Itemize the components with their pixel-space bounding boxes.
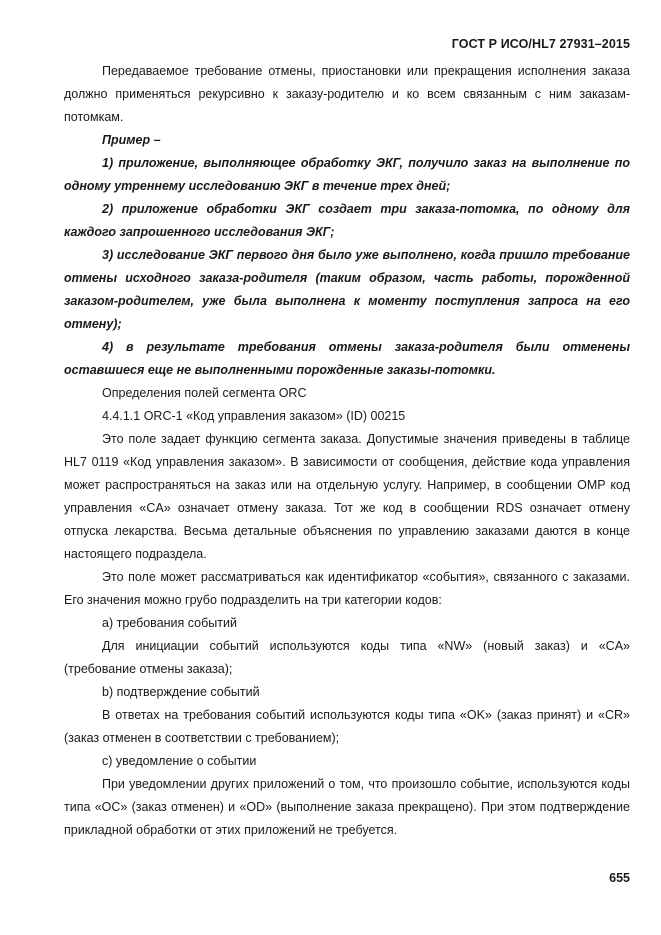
body-paragraph: Передаваемое требование отмены, приостановки или прекращения исполнения заказа должно применяться рекурсивно к заказу-родителю и ко всем связанным с ним заказам-потомкам.	[64, 64, 630, 124]
body-paragraph: В ответах на требования событий используются коды типа «OK» (заказ принят) и «CR» (заказ отменен в соответствии с требованием);	[64, 708, 630, 745]
body-paragraph: Это поле задает функцию сегмента заказа. Допустимые значения приведены в таблице HL7 0119 «Код управления заказом». В зависимости от сообщения, действие кода управления может распространяться на заказ или на отдельную услугу. Например, в сообщении OMP код управления «CA» означает отмену заказа. Тот же код в сообщении RDS означает отмену отпуска лекарства. Весьма детальные объяснения по управлению заказами даются в конце настоящего подраздела.	[64, 432, 630, 561]
body-paragraph: При уведомлении других приложений о том, что произошло событие, используются коды типа «OC» (заказ отменен) и «OD» (выполнение заказа прекращено). При этом подтверждение прикладной обработки от этих приложений не требуется.	[64, 777, 630, 837]
section-heading: Определения полей сегмента ORC	[102, 386, 307, 400]
list-item-label: b) подтверждение событий	[102, 685, 260, 699]
page-body	[64, 60, 630, 842]
body-paragraph: Это поле может рассматриваться как идентификатор «события», связанного с заказами. Его значения можно грубо подразделить на три категории кодов:	[64, 570, 630, 607]
example-item: 3) исследование ЭКГ первого дня было уже выполнено, когда пришло требование отмены исходного заказа-родителя (таким образом, часть работы, порожденной заказом-родителем, уже была выполнена к моменту поступления запроса на его отмену);	[64, 248, 630, 331]
list-item-label: c) уведомление о событии	[102, 754, 257, 768]
example-item: 1) приложение, выполняющее обработку ЭКГ, получило заказ на выполнение по одному утреннему исследованию ЭКГ в течение трех дней;	[64, 156, 630, 193]
example-item: 4) в результате требования отмены заказа-родителя были отменены оставшиеся еще не выполненными порожденные заказы-потомки.	[64, 340, 630, 377]
field-heading: 4.4.1.1 ORC-1 «Код управления заказом» (ID) 00215	[102, 409, 406, 423]
document-code-header: ГОСТ Р ИСО/HL7 27931–2015	[451, 37, 630, 51]
page-number: 655	[609, 871, 630, 885]
list-item-label: a) требования событий	[102, 616, 237, 630]
example-heading: Пример –	[102, 133, 161, 147]
body-paragraph: Для инициации событий используются коды типа «NW» (новый заказ) и «CA» (требование отмены заказа);	[64, 639, 630, 676]
example-item: 2) приложение обработки ЭКГ создает три заказа-потомка, по одному для каждого запрошенного исследования ЭКГ;	[64, 202, 630, 239]
